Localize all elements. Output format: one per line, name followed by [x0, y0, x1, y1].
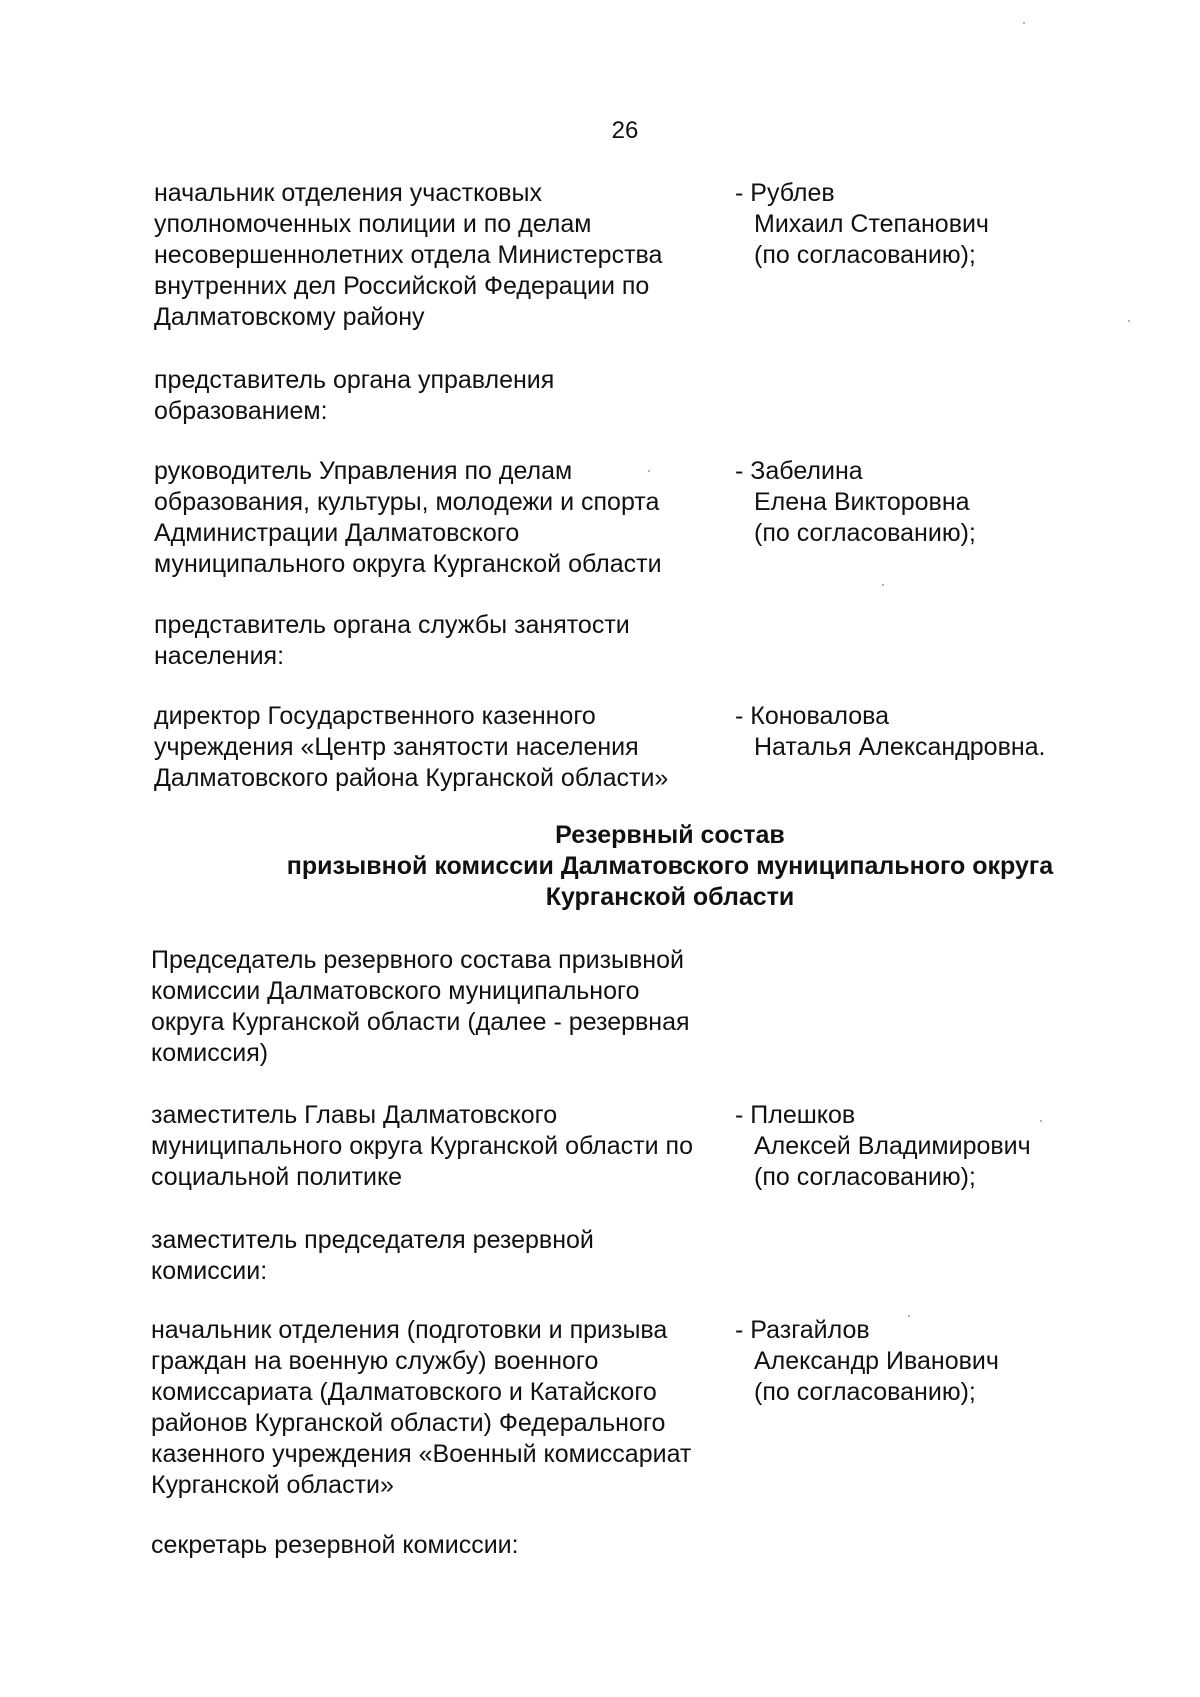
role-label-text: Председатель резервного состава призывной комиссии Далматовского муниципального округа Курганской области (далее - резервная комиссия)	[151, 946, 690, 1067]
member-surname: - Рублев	[735, 179, 835, 207]
page-number: 26	[611, 117, 639, 144]
heading-line: Резервный состав	[555, 821, 785, 849]
member-note: (по согласованию);	[754, 1378, 976, 1406]
member-name	[735, 1315, 1095, 1408]
member-note: (по согласованию);	[754, 1163, 976, 1191]
member-given-names: Наталья Александровна.	[754, 733, 1046, 761]
member-position: директор Государственного казенного учреждения «Центр занятости населения Далматовского района Курганской области»	[154, 702, 669, 792]
role-label-text: представитель органа службы занятости населения:	[154, 611, 630, 670]
member-name	[735, 701, 1095, 763]
member-note: (по согласованию);	[754, 241, 976, 269]
role-label-text: заместитель председателя резервной комиссии:	[151, 1226, 594, 1285]
member-position: начальник отделения участковых уполномоченных полиции и по делам несовершеннолетних отдела Министерства внутренних дел Российской Федерации по Далматовскому району	[154, 179, 663, 331]
role-label-text: представитель органа управления образованием:	[154, 366, 555, 425]
scan-speck	[1128, 320, 1130, 322]
member-note: (по согласованию);	[754, 519, 976, 547]
member-surname: - Плешков	[735, 1101, 856, 1129]
member-position: начальник отделения (подготовки и призыва граждан на военную службу) военного комиссариата (Далматовского и Катайского районов Курганской области) Федерального казенного учреждения «Военный комиссариат Курганской области»	[151, 1316, 692, 1499]
member-name	[735, 178, 1095, 271]
role-label-text: секретарь резервной комиссии:	[151, 1531, 519, 1559]
member-position: руководитель Управления по делам образования, культуры, молодежи и спорта Администрации Далматовского муниципального округа Курганской области	[154, 457, 662, 578]
member-given-names: Елена Викторовна	[754, 488, 970, 516]
scan-speck	[882, 584, 884, 586]
heading-line: призывной комиссии Далматовского муниципального округа	[286, 852, 1054, 880]
member-surname: - Забелина	[735, 457, 863, 485]
scan-speck	[1023, 22, 1025, 24]
member-position: заместитель Главы Далматовского муниципального округа Курганской области по социальной политике	[151, 1101, 693, 1191]
member-surname: - Коновалова	[735, 702, 890, 730]
member-given-names: Александр Иванович	[754, 1347, 999, 1375]
member-given-names: Алексей Владимирович	[754, 1132, 1031, 1160]
section-heading	[0, 820, 1200, 913]
scan-speck	[648, 470, 650, 472]
member-name	[735, 1100, 1095, 1193]
scan-speck	[908, 1315, 910, 1317]
member-surname: - Разгайлов	[735, 1316, 870, 1344]
heading-line: Курганской области	[545, 883, 795, 911]
scan-speck	[1040, 1120, 1042, 1122]
member-given-names: Михаил Степанович	[754, 210, 989, 238]
member-name	[735, 456, 1095, 549]
